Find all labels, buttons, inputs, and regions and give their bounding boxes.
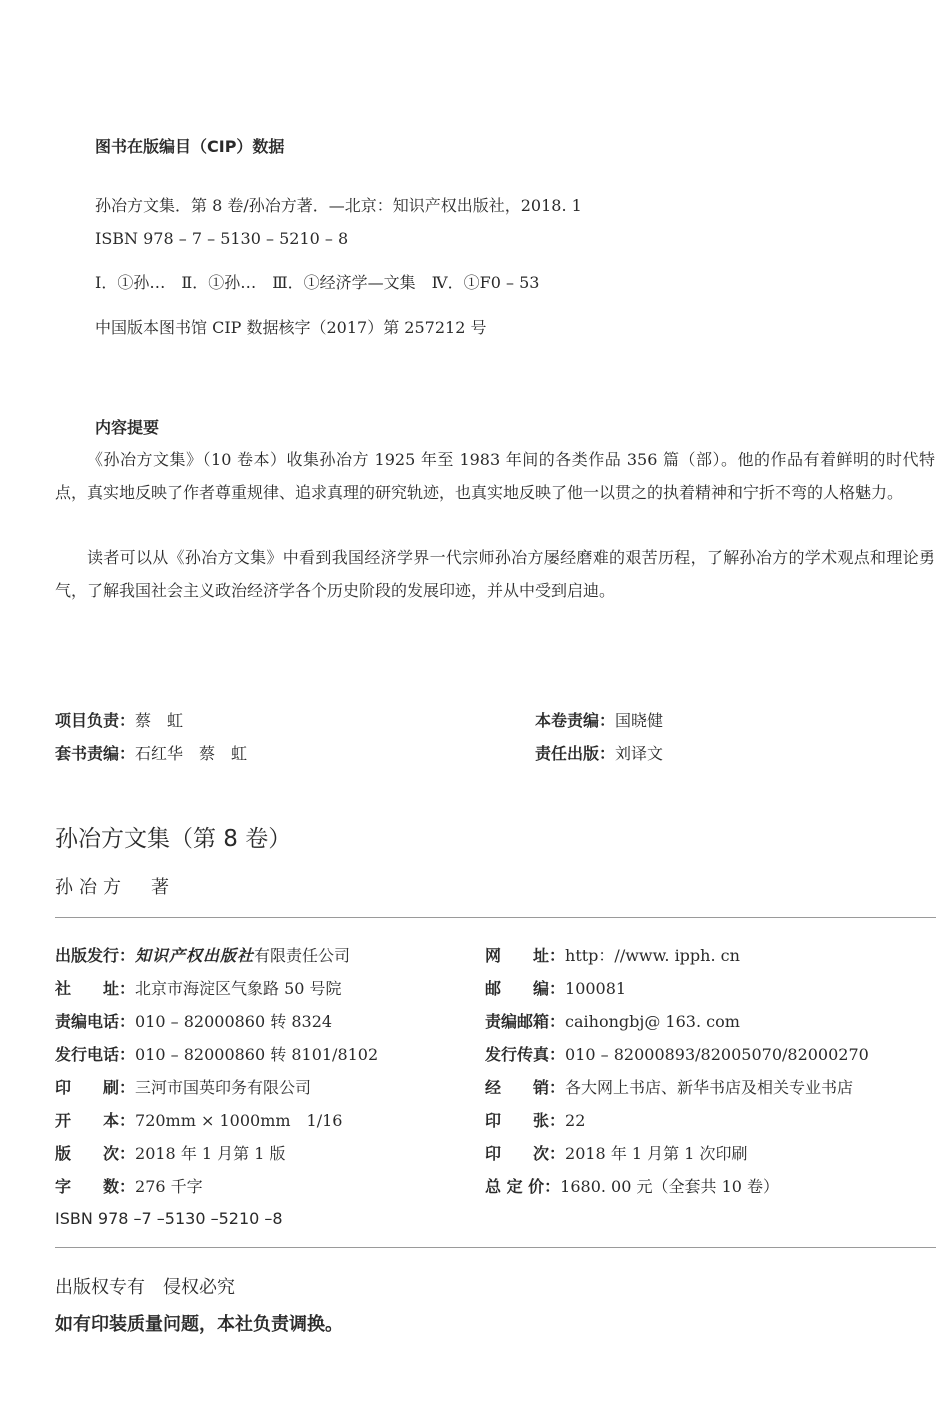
imprint-isbn: ISBN 978 –7 –5130 –5210 –8 [55,1209,283,1228]
imprint-editor-email [485,1011,740,1033]
imprint-printing-label: 印 次： [485,1144,566,1163]
series-editor-label: 套书责编： [55,744,136,763]
publishing-supervisor [535,743,663,765]
imprint-postcode-value: 100081 [565,979,627,998]
imprint-printing-value: 2018 年 1 月第 1 次印刷 [565,1144,748,1163]
summary-heading: 内容提要 [95,418,160,437]
publishing-supervisor-value: 刘译文 [615,744,664,763]
imprint-editor-email-label: 责编邮箱： [485,1012,566,1031]
imprint-website-label: 网 址： [485,946,566,965]
imprint-distributor-value: 各大网上书店、新华书店及相关专业书店 [565,1078,854,1097]
volume-editor [535,710,663,732]
cip-heading: 图书在版编目（CIP）数据 [95,137,285,156]
imprint-publisher-label: 出版发行： [55,946,136,965]
imprint-format [55,1110,342,1132]
imprint-edition-label: 版 次： [55,1144,136,1163]
imprint-format-label: 开 本： [55,1111,136,1130]
copyright-notice: 出版权专有 侵权必究 [55,1277,235,1298]
volume-editor-value: 国晓健 [615,711,664,730]
cip-isbn: ISBN 978 – 7 – 5130 – 5210 – 8 [95,229,349,248]
imprint-sheets-value: 22 [565,1111,586,1130]
cip-record: 中国版本图书馆 CIP 数据核字（2017）第 257212 号 [95,318,487,337]
book-author: 孙冶方 著 [55,877,175,898]
divider-bottom [55,1247,936,1248]
imprint-distributor-label: 经 销： [485,1078,566,1097]
quality-notice: 如有印装质量问题，本社负责调换。 [55,1314,343,1335]
imprint-sheets-label: 印 张： [485,1111,566,1130]
summary-paragraph-2: 读者可以从《孙冶方文集》中看到我国经济学界一代宗师孙冶方屡经磨难的艰苦历程，了解孙冶方的学术观点和理论勇气，了解我国社会主义政治经济学各个历史阶段的发展印迹，并从中受到启迪。 [55,548,935,600]
summary-paragraph-1: 《孙冶方文集》（10 卷本）收集孙冶方 1925 年至 1983 年间的各类作品 356 篇（部）。他的作品有着鲜明的时代特点，真实地反映了作者尊重规律、追求真理的研究轨迹，也真实地反映了他一以贯之的执着精神和宁折不弯的人格魅力。 [55,450,935,502]
publishing-supervisor-label: 责任出版： [535,744,616,763]
project-lead [55,710,183,732]
imprint-postcode-label: 邮 编： [485,979,566,998]
imprint-price [485,1176,779,1198]
imprint-website [485,945,740,967]
imprint-printing [485,1143,748,1165]
imprint-format-value: 720mm × 1000mm 1/16 [135,1111,343,1130]
cip-line-title: 孙冶方文集．第 8 卷/孙冶方著．—北京：知识产权出版社，2018. 1 [95,196,582,215]
cip-classes: Ⅰ．①孙… Ⅱ．①孙… Ⅲ．①经济学—文集 Ⅳ．①F0 – 53 [95,273,540,292]
imprint-word-count [55,1176,203,1198]
imprint-editor-phone-value: 010 – 82000860 转 8324 [135,1012,333,1031]
imprint-printer [55,1077,311,1099]
imprint-postcode [485,978,626,1000]
imprint-word-count-label: 字 数： [55,1177,136,1196]
imprint-fax [485,1044,869,1066]
imprint-price-value: 1680. 00 元（全套共 10 卷） [560,1177,780,1196]
volume-editor-label: 本卷责编： [535,711,616,730]
imprint-address-label: 社 址： [55,979,136,998]
imprint-fax-value: 010 – 82000893/82005070/82000270 [565,1045,869,1064]
imprint-word-count-value: 276 千字 [135,1177,203,1196]
imprint-editor-phone [55,1011,332,1033]
publisher-logo-text: 知识产权出版社 [135,946,255,965]
imprint-printer-value: 三河市国英印务有限公司 [135,1078,312,1097]
divider-top [55,917,936,918]
imprint-publisher [55,945,350,967]
imprint-distribution-phone [55,1044,378,1066]
project-lead-label: 项目负责： [55,711,136,730]
imprint-address-value: 北京市海淀区气象路 50 号院 [135,979,342,998]
book-title: 孙冶方文集（第 8 卷） [55,826,292,852]
imprint-editor-email-value: caihongbj@ 163. com [565,1012,740,1031]
project-lead-value: 蔡 虹 [135,711,184,730]
series-editor-value: 石红华 蔡 虹 [135,744,248,763]
imprint-printer-label: 印 刷： [55,1078,136,1097]
imprint-edition [55,1143,286,1165]
imprint-edition-value: 2018 年 1 月第 1 版 [135,1144,286,1163]
imprint-sheets [485,1110,585,1132]
imprint-editor-phone-label: 责编电话： [55,1012,136,1031]
imprint-price-label: 总 定 价： [485,1177,561,1196]
imprint-fax-label: 发行传真： [485,1045,566,1064]
imprint-publisher-suffix: 有限责任公司 [254,946,351,965]
series-editor [55,743,247,765]
imprint-distribution-phone-value: 010 – 82000860 转 8101/8102 [135,1045,379,1064]
imprint-distributor [485,1077,853,1099]
imprint-website-value: http：//www. ipph. cn [565,946,740,965]
imprint-address [55,978,342,1000]
imprint-distribution-phone-label: 发行电话： [55,1045,136,1064]
